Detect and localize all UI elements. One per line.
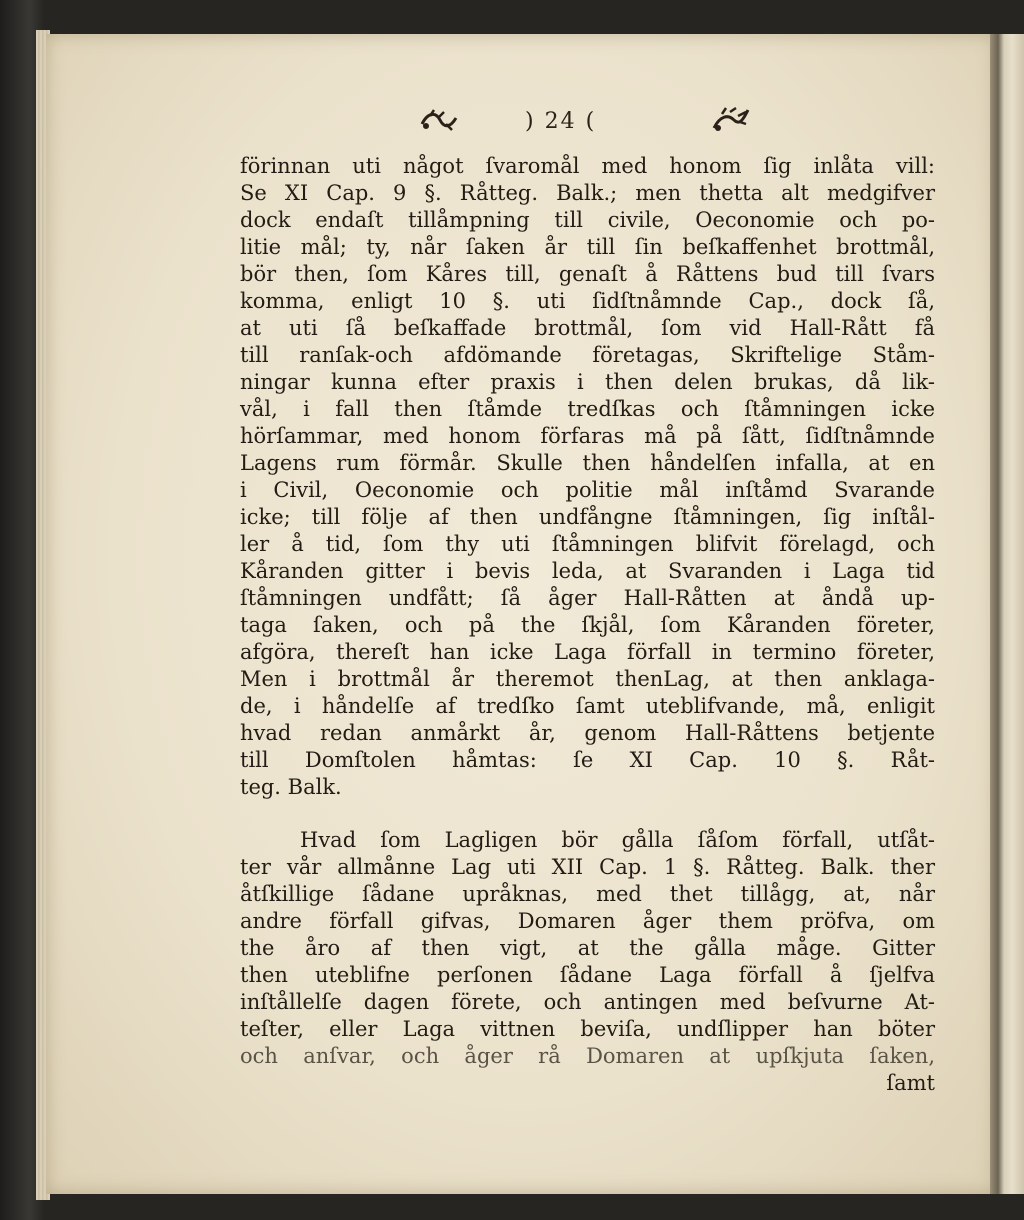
text-line: ningar kunna efter praxis i then delen brukas, då lik- (240, 370, 935, 394)
text-line: vål, i fall then ſtåmde tredſkas och ſtåmningen icke (240, 397, 935, 421)
text-line: teg. Balk. (240, 775, 342, 799)
text-line: afgöra, thereſt han icke Laga förfall in termino företer, (240, 640, 935, 664)
text-line: ſtåmningen undfått; ſå åger Hall-Råtten at åndå up- (240, 586, 935, 610)
text-line: litie mål; ty, når ſaken år till ſin beſkaffenhet brottmål, (240, 235, 935, 259)
text-line: Lagens rum förmår. Skulle then håndelſen infalla, at en (240, 451, 935, 475)
text-line: och anſvar, och åger rå Domaren at upſkjuta ſaken, (240, 1044, 935, 1068)
text-line: hvad redan anmårkt år, genom Hall-Råttens betjente (240, 721, 935, 745)
text-line: Hvad ſom Lagligen bör gålla ſåſom förfall, utſåt- (300, 828, 935, 852)
ornament-right-icon (710, 106, 750, 134)
text-line: icke; till följe af then undfångne ſtåmningen, ſig inſtål- (240, 505, 935, 529)
running-head (420, 106, 750, 142)
ornament-left-icon (420, 108, 458, 134)
text-line: then uteblifne perſonen ſådane Laga förfall å ſjelfva (240, 963, 935, 987)
catchword: ſamt (886, 1071, 935, 1095)
page-number: ) 24 ( (525, 109, 597, 134)
paragraph-gap (240, 801, 935, 827)
book-gutter (990, 34, 1024, 1194)
text-line: ler å tid, ſom thy uti ſtåmningen blifvit förelagd, och (240, 532, 935, 556)
text-line: bör then, ſom Kåres till, genaſt å Råttens bud till ſvars (240, 262, 935, 286)
text-line: förinnan uti något ſvaromål med honom ſig inlåta vill: (240, 154, 935, 178)
text-line: taga ſaken, och på the ſkjål, ſom Kåranden företer, (240, 613, 935, 637)
text-line: dock endaſt tillåmpning till civile, Oeconomie och po- (240, 208, 935, 232)
text-line: Men i brottmål år theremot thenLag, at then anklaga- (240, 667, 935, 691)
text-line: andre förfall gifvas, Domaren åger them pröfva, om (240, 909, 935, 933)
text-line: at uti ſå beſkaffade brottmål, ſom vid Hall-Rått få (240, 316, 935, 340)
text-line: i Civil, Oeconomie och politie mål inſtåmd Svarande (240, 478, 935, 502)
text-line: till Domſtolen håmtas: ſe XI Cap. 10 §. Råt- (240, 748, 935, 772)
text-line: teſter, eller Laga vittnen beviſa, undſlipper han böter (240, 1017, 935, 1041)
text-line: komma, enligt 10 §. uti ſidſtnåmnde Cap., dock ſå, (240, 289, 935, 313)
text-line: Se XI Cap. 9 §. Råtteg. Balk.; men thetta alt medgifver (240, 181, 935, 205)
text-line: inſtållelſe dagen förete, och antingen med beſvurne At- (240, 990, 935, 1014)
page-text (240, 153, 935, 1097)
text-line: de, i håndelſe af tredſko ſamt uteblifvande, må, enligit (240, 694, 935, 718)
text-line: ter vår allmånne Lag uti XII Cap. 1 §. Råtteg. Balk. ther (240, 855, 935, 879)
text-line: åtſkillige ſådane upråknas, med thet tillågg, at, når (240, 882, 935, 906)
text-line: Kåranden gitter i bevis leda, at Svaranden i Laga tid (240, 559, 935, 583)
text-line: hörſammar, med honom förfaras må på ſått, ſidſtnåmnde (240, 424, 935, 448)
text-line: till ranſak-och afdömande företagas, Skriftelige Ståm- (240, 343, 935, 367)
text-line: the åro af then vigt, at the gålla måge. Gitter (240, 936, 935, 960)
